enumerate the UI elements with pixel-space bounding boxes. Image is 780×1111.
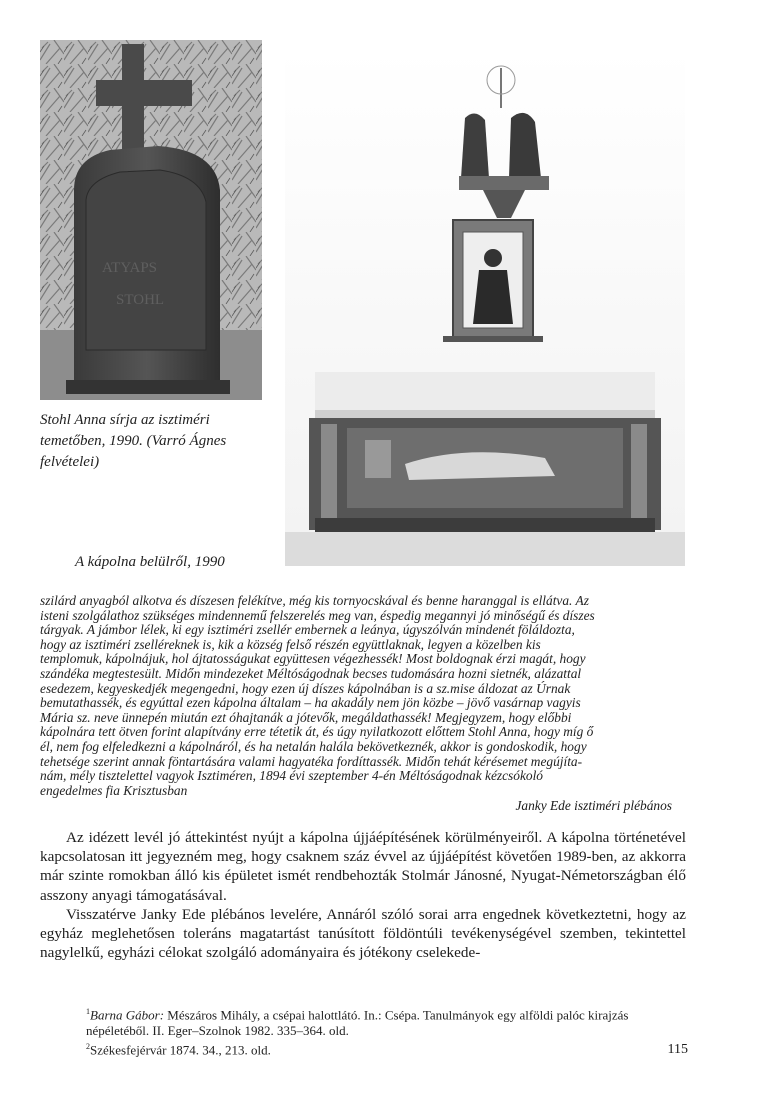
letter-line: tehetsége szerint annak föntartására valami hagyatéka fordíttassék. Midőn tehát kérésemet megújíta- [40,753,583,769]
body-text [40,828,686,962]
letter-line: szándéka megtestesült. Midőn mindezeket Méltóságodnak becses tudomására hozni sietnék, alázattal [40,665,582,681]
letter-signature: Janky Ede isztiméri plébános [515,798,672,813]
svg-text:STOHL: STOHL [116,292,165,308]
footnotes [86,1004,686,1059]
body-paragraph: Az idézett levél jó áttekintést nyújt a kápolna újjáépítésének körülményeiről. A kápolna történetével kapcsolatosan itt jegyezném meg, hogy csaknem száz évvel az újjáépítést követően 1989-ben, az akkorra már szinte romokban álló kis épületet ismét rendbehozták Stolmár Jánosné, Nyugat-Németországban élő asszony anyagi támogatásával. [40,829,686,904]
chapel-photo-image [285,48,685,566]
quoted-letter [40,594,672,798]
chapel-caption: A kápolna belülről, 1990 [75,554,225,570]
footnote [86,1004,686,1039]
footnote-text: Mészáros Mihály, a csépai halottlátó. In.: Csépa. Tanulmányok egy alföldi palóc kirajzás népéletéből. II. Eger–Szolnok 1982. 335–364. old. [86,1007,629,1039]
grave-caption-line: felvételei) [40,454,100,470]
page-number: 115 [667,1042,688,1057]
grave-caption [40,410,265,473]
footnote [86,1039,686,1058]
grave-caption-line: temetőben, 1990. (Varró Ágnes [40,433,227,449]
letter-line: nám, mély tisztelettel vagyok Isztiméren, 1894 évi szeptember 4-én Méltóságodnak kézcsókoló [40,768,543,784]
footnote-text: Székesfejérvár 1874. 34., 213. old. [90,1042,271,1058]
letter-line: szilárd anyagból alkotva és díszesen felékítve, még kis tornyocskával és benne haranggal is ellátva. Az [40,593,589,608]
footnote-author: Barna Gábor: [90,1007,165,1023]
letter-line: hogy az isztiméri zselléreknek is, kik a község felső részén együttlaknak, legyen a közelben kis [40,636,541,652]
letter-line: él, nem fog elfeledkezni a kápolnáról, és ha netalán halála bekövetkeznék, akkor is gondoskodik, hogy [40,738,587,754]
letter-line: kápolnára tett ötven forint alapítvány erre tétetik át, és úgy nyilatkozott előttem Stohl Anna, hogy míg ő [40,724,594,740]
letter-line: isteni szolgálathoz szükséges mindennemű felszerelés meg van, éspedig megannyi jó minőségű és díszes [40,607,595,623]
footnote-number: 2 [86,1042,90,1052]
letter-line: tárgyak. A jámbor lélek, ki egy isztiméri zsellér embernek a leánya, úgyszólván mindenét föláldozta, [40,622,575,638]
letter-line: Mária sz. neve ünnepén miután ezt óhajtanák a jótevők, megáldathassék! Megjegyzem, hogy előbbi [40,709,572,725]
body-paragraph: Visszatérve Janky Ede plébános levelére, Annáról szóló sorai arra engednek következtetni, hogy az egyház meglehetősen toleráns magatartást tanúsított földöntúli tevékenységével szemben, tekintettel nagylelkű, egyházi célokat szolgáló adományaira és jótékony cselekede- [40,905,686,962]
footnote-number: 1 [86,1007,90,1016]
svg-text:ATYAPS: ATYAPS [102,260,158,276]
grave-photo [40,40,262,400]
letter-line: engedelmes fia Krisztusban [40,782,188,798]
letter-line: esedezem, kegyeskedjék megengedni, hogy ezen új díszes kápolnában is a sz.mise áldozat az Úrnak [40,680,571,696]
letter-line: templomuk, kápolnájuk, hol ájtatosságukat együttesen végezhessék! Most boldognak érzi magát, hogy [40,651,586,667]
grave-caption-line: Stohl Anna sírja az isztiméri [40,412,210,428]
letter-line: bemutathassék, és egyúttal ezen kápolna általam – ha akadály nem jön közbe – jövő vasárnap vagyis [40,695,581,711]
chapel-photo [285,48,685,566]
grave-photo-image [40,40,262,400]
